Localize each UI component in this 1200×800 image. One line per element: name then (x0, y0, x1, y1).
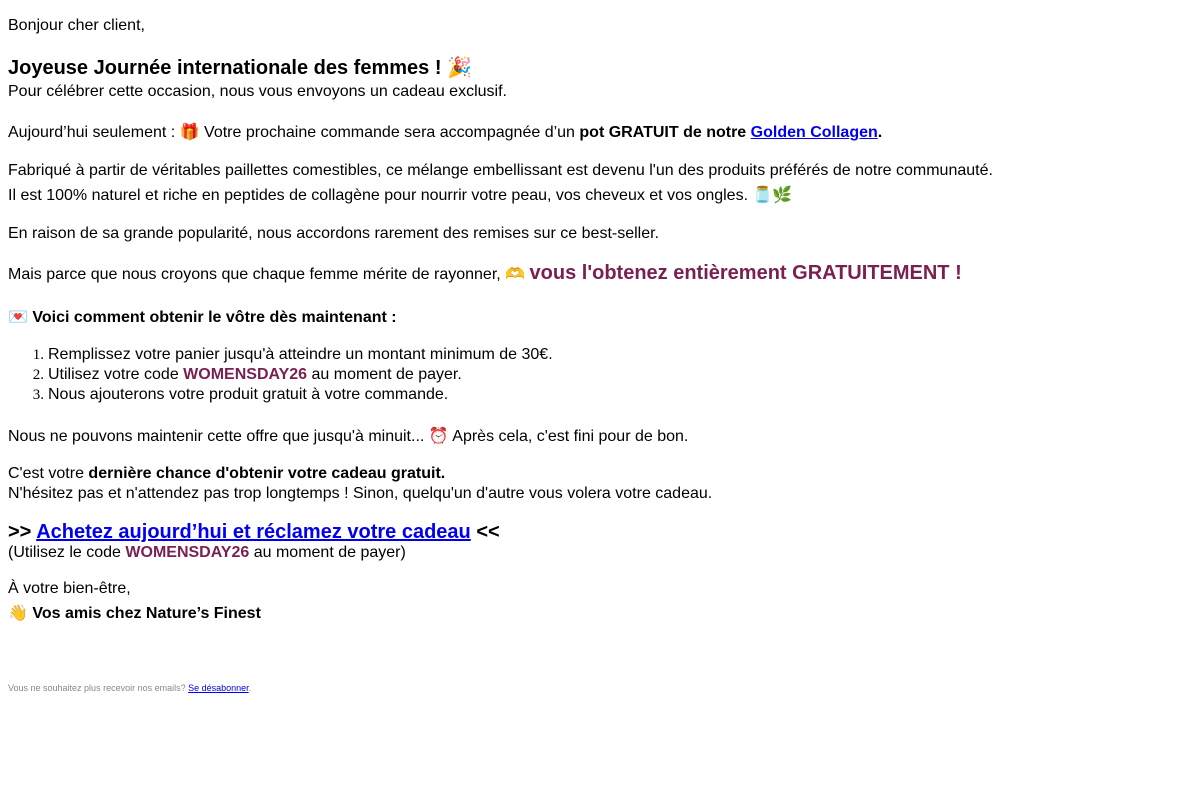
last-chance-bold: dernière chance d'obtenir votre cadeau gratuit. (88, 465, 446, 482)
jar-icon: 🫙 (752, 185, 773, 204)
step-number: 2. (32, 367, 44, 383)
list-item (32, 365, 553, 385)
popularity-text: En raison de sa grande popularité, nous accordons rarement des remises sur ce best-seller. (8, 225, 660, 242)
last-chance-line-2: N'hésitez pas et n'attendez pas trop longtemps ! Sinon, quelqu'un d'autre vous volera votre cadeau. (8, 485, 713, 502)
last-chance-prefix: C'est votre (8, 465, 84, 482)
heart-hands-icon: 🫶 (505, 264, 526, 283)
offer-prefix: Aujourd’hui seulement : (8, 124, 176, 141)
step-text: Remplissez votre panier jusqu'à atteindre un montant minimum de 30€. (48, 346, 553, 363)
product-line-2 (8, 185, 792, 206)
deadline-line (8, 426, 688, 447)
unsubscribe-link[interactable]: Se désabonner (188, 683, 249, 693)
offer-bold: pot GRATUIT de notre (579, 124, 747, 141)
shop-now-link[interactable]: Achetez aujourd’hui et réclamez votre cadeau (36, 521, 471, 543)
golden-collagen-link[interactable]: Golden Collagen (750, 124, 878, 141)
promo-code: WOMENSDAY26 (183, 366, 308, 383)
signature: Vos amis chez Nature’s Finest (32, 605, 261, 622)
list-item (32, 385, 553, 405)
main-heading (8, 55, 472, 80)
step-text: Utilisez votre code (48, 366, 184, 383)
howto-title: Voici comment obtenir le vôtre dès maintenant : (32, 309, 397, 326)
leaf-icon: 🌿 (772, 185, 793, 204)
step-text-after: au moment de payer. (307, 366, 462, 383)
step-number: 3. (32, 387, 44, 403)
signoff-line: À votre bien-être, (8, 580, 131, 597)
cta-note (8, 543, 406, 563)
offer-text: Votre prochaine commande sera accompagnée d’un (204, 124, 575, 141)
free-text: Mais parce que nous croyons que chaque femme mérite de rayonner, (8, 266, 501, 283)
product-line-2-text: Il est 100% naturel et riche en peptides de collagène pour nourrir votre peau, vos cheveux et vos ongles. (8, 187, 749, 204)
offer-line (8, 122, 882, 143)
footer-suffix: . (248, 683, 252, 693)
product-line-1: Fabriqué à partir de véritables paillettes comestibles, ce mélange embellissant est devenu l'un des produits préférés de notre communauté. (8, 162, 993, 179)
waving-hand-icon: 👋 (8, 603, 28, 622)
party-popper-icon: 🎉 (447, 55, 472, 79)
footer-text: Vous ne souhaitez plus recevoir nos emails? (8, 683, 186, 693)
promo-code: WOMENSDAY26 (125, 544, 250, 561)
cta-note-before: (Utilisez le code (8, 544, 121, 561)
last-chance-line (8, 464, 445, 484)
cta-right-arrows: << (476, 521, 500, 543)
steps-list (8, 345, 553, 405)
alarm-clock-icon: ⏰ (428, 426, 449, 445)
signature-line (8, 603, 261, 624)
step-text: Nous ajouterons votre produit gratuit à votre commande. (48, 386, 449, 403)
cta-line (8, 520, 500, 544)
step-number: 1. (32, 347, 44, 363)
deadline-before: Nous ne pouvons maintenir cette offre que jusqu'à minuit... (8, 428, 425, 445)
footer (8, 683, 251, 694)
intro-text: Pour célébrer cette occasion, nous vous envoyons un cadeau exclusif. (8, 83, 507, 100)
cta-left-arrows: >> (8, 521, 32, 543)
greeting: Bonjour cher client, (8, 17, 145, 34)
list-item (32, 345, 553, 365)
offer-suffix: . (877, 124, 883, 141)
howto-heading (8, 307, 397, 328)
free-line (8, 263, 962, 285)
gift-icon: 🎁 (179, 122, 200, 141)
cta-note-after: au moment de payer) (253, 544, 406, 561)
love-letter-icon: 💌 (8, 307, 28, 326)
heading-text: Joyeuse Journée internationale des femmes ! (8, 57, 442, 79)
free-highlight: vous l'obtenez entièrement GRATUITEMENT ! (529, 262, 962, 284)
deadline-after: Après cela, c'est fini pour de bon. (452, 428, 689, 445)
